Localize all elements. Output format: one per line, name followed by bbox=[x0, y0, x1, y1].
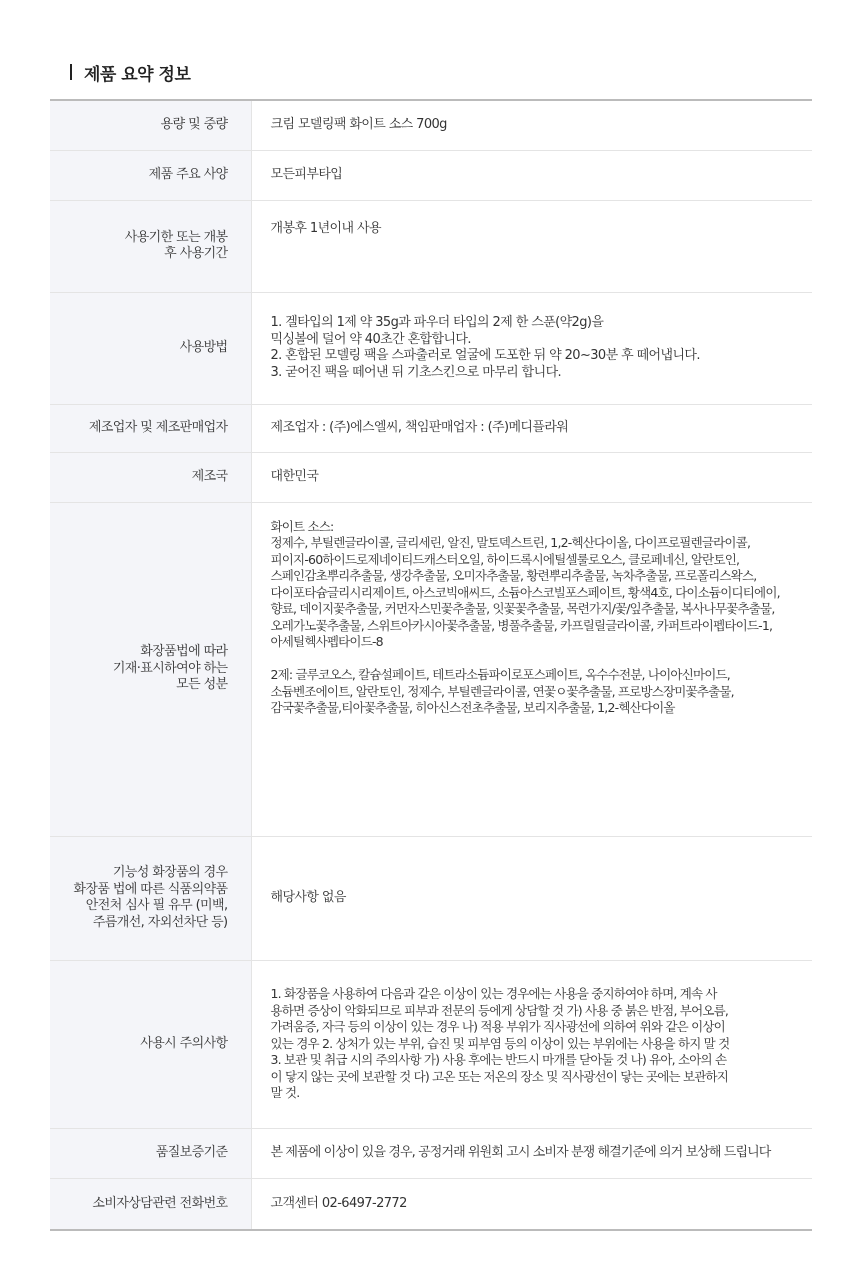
row-value bbox=[251, 836, 812, 960]
row-value bbox=[251, 292, 812, 404]
row-value bbox=[251, 1178, 812, 1230]
row-value bbox=[251, 404, 812, 452]
row-label-text: 화장품법에 따라 기재·표시하여야 하는 모든 성분 bbox=[112, 644, 228, 693]
row-value-text: 해당사항 없음 bbox=[270, 889, 346, 905]
row-label bbox=[50, 404, 251, 452]
row-label-text: 제품 주요 사양 bbox=[148, 166, 228, 182]
row-value-text: 모든피부타입 bbox=[270, 166, 343, 182]
row-value bbox=[251, 200, 812, 292]
row-label-text: 기능성 화장품의 경우 화장품 법에 따른 식품의약품 안전처 심사 필 유무 (미백, 주름개선, 자외선차단 등) bbox=[73, 865, 228, 930]
row-value bbox=[251, 100, 812, 150]
row-value-text: 개봉후 1년이내 사용 bbox=[270, 220, 381, 236]
row-label bbox=[50, 452, 251, 502]
row-label-text: 소비자상담관련 전화번호 bbox=[92, 1195, 228, 1211]
row-label bbox=[50, 1128, 251, 1178]
row-value-text: 제조업자 : (주)에스엘씨, 책임판매업자 : (주)메디플라워 bbox=[270, 419, 569, 435]
row-value bbox=[251, 150, 812, 200]
row-value bbox=[251, 452, 812, 502]
table-row-expiry bbox=[50, 200, 812, 292]
row-label bbox=[50, 502, 251, 836]
table-row-ingredients bbox=[50, 502, 812, 836]
table-row-spec bbox=[50, 150, 812, 200]
row-label bbox=[50, 200, 251, 292]
row-label-text: 제조국 bbox=[191, 468, 228, 484]
row-label-text: 품질보증기준 bbox=[155, 1144, 228, 1160]
row-label-text: 사용시 주의사항 bbox=[140, 1035, 228, 1051]
table-row-manufacturer bbox=[50, 404, 812, 452]
table-row-quality bbox=[50, 1128, 812, 1178]
row-value bbox=[251, 502, 812, 836]
section-title-bar bbox=[70, 64, 72, 80]
row-value-text: 고객센터 02-6497-2772 bbox=[270, 1195, 407, 1211]
table-row-contact bbox=[50, 1178, 812, 1230]
row-label bbox=[50, 100, 251, 150]
table-row-country bbox=[50, 452, 812, 502]
table-row-functional bbox=[50, 836, 812, 960]
row-label bbox=[50, 960, 251, 1128]
row-value-text: 1. 겔타입의 1제 약 35g과 파우더 타입의 2제 한 스푼(약2g)을 믹싱볼에 덜어 약 40초간 혼합합니다. 2. 혼합된 모델링 팩을 스파출러로 얼굴에 도포한 뒤 약 20~30분 후 떼어냅니다. 3. 굳어진 팩을 떼어낸 뒤 기초스킨으로 마무리 합니다. bbox=[270, 315, 700, 380]
row-value-text: 크림 모델링팩 화이트 소스 700g bbox=[270, 117, 447, 132]
row-label bbox=[50, 150, 251, 200]
row-label bbox=[50, 1178, 251, 1230]
product-info-table bbox=[50, 99, 812, 1231]
section-header bbox=[70, 58, 190, 86]
table-row-usage bbox=[50, 292, 812, 404]
table-row-caution bbox=[50, 960, 812, 1128]
row-value-text: 대한민국 bbox=[270, 468, 319, 484]
row-label-text: 사용방법 bbox=[179, 339, 228, 355]
row-value-text: 1. 화장품을 사용하여 다음과 같은 이상이 있는 경우에는 사용을 중지하여야 하며, 계속 사 용하면 증상이 악화되므로 피부과 전문의 등에게 상담할 것 가) 사용 중 붉은 반점, 부어오름, 가려움증, 자극 등의 이상이 있는 경우 나) 적용 부위가 직사광선에 의하여 위와 같은 이상이 있는 경우 2. 상처가 있는 부위, 습진 및 피부염 등의 이상이 있는 부위에는 사용을 하지 말 것 3. 보관 및 취급 시의 주의사항 가) 사용 후에는 반드시 마개를 닫아둘 것 나) 유아, 소아의 손 이 닿지 않는 곳에 보관할 것 다) 고온 또는 저온의 장소 및 직사광선이 닿는 곳에는 보관하지 말 것. bbox=[270, 986, 730, 1101]
row-label-text: 사용기한 또는 개봉 후 사용기간 bbox=[124, 229, 228, 261]
row-label bbox=[50, 292, 251, 404]
row-value-text: 화이트 소스: 정제수, 부틸렌글라이콜, 글리세린, 알진, 말토덱스트린, 1,2-헥산다이올, 다이프로필렌글라이콜, 피이지-60하이드로제네이티드캐스터오일, 하이드록시에틸셀룰로오스, 클로페네신, 알란토인, 스페인감초뿌리추출물, 생강추출물, 오미자추출물, 황련뿌리추출물, 녹차추출물, 프로폴리스왁스, 다이포타슘글리시리제이트, 아스코빅애씨드, 소듐아스코빌포스페이트, 황색4호, 다이소듐이디티에이, 향료, 데이지꽃추출물, 커먼자스민꽃추출물, 잇꽃꽃추출물, 목련가지/꽃/잎추출물, 복사나무꽃추출물, 오레가노꽃추출물, 스위트아카시아꽃추출물, 병풀추출물, 카프릴릴글라이콜, 카퍼트라이펩타이드-1, 아세틸헥사펩타이드-8 2제: 글루코오스, 칼슘설페이트, 테트라소듐파이로포스페이트, 옥수수전분, 나이아신마이드, 소듐벤조에이트, 알란토인, 정제수, 부틸렌글라이콜, 연꽃ㅇ꽃추출물, 프로방스장미꽃추출물, 감국꽃추출물,티아꽃추출물, 히아신스전초추출물, 보리지추출물, 1,2-헥산다이올 bbox=[270, 518, 780, 715]
row-label-text: 제조업자 및 제조판매업자 bbox=[88, 419, 228, 435]
row-value-text: 본 제품에 이상이 있을 경우, 공정거래 위원회 고시 소비자 분쟁 해결기준에 의거 보상해 드립니다 bbox=[270, 1144, 771, 1160]
section-title: 제품 요약 정보 bbox=[84, 64, 191, 85]
row-value bbox=[251, 960, 812, 1128]
row-label bbox=[50, 836, 251, 960]
row-label-text: 용량 및 중량 bbox=[160, 117, 228, 132]
row-value bbox=[251, 1128, 812, 1178]
table-row-capacity bbox=[50, 100, 812, 150]
